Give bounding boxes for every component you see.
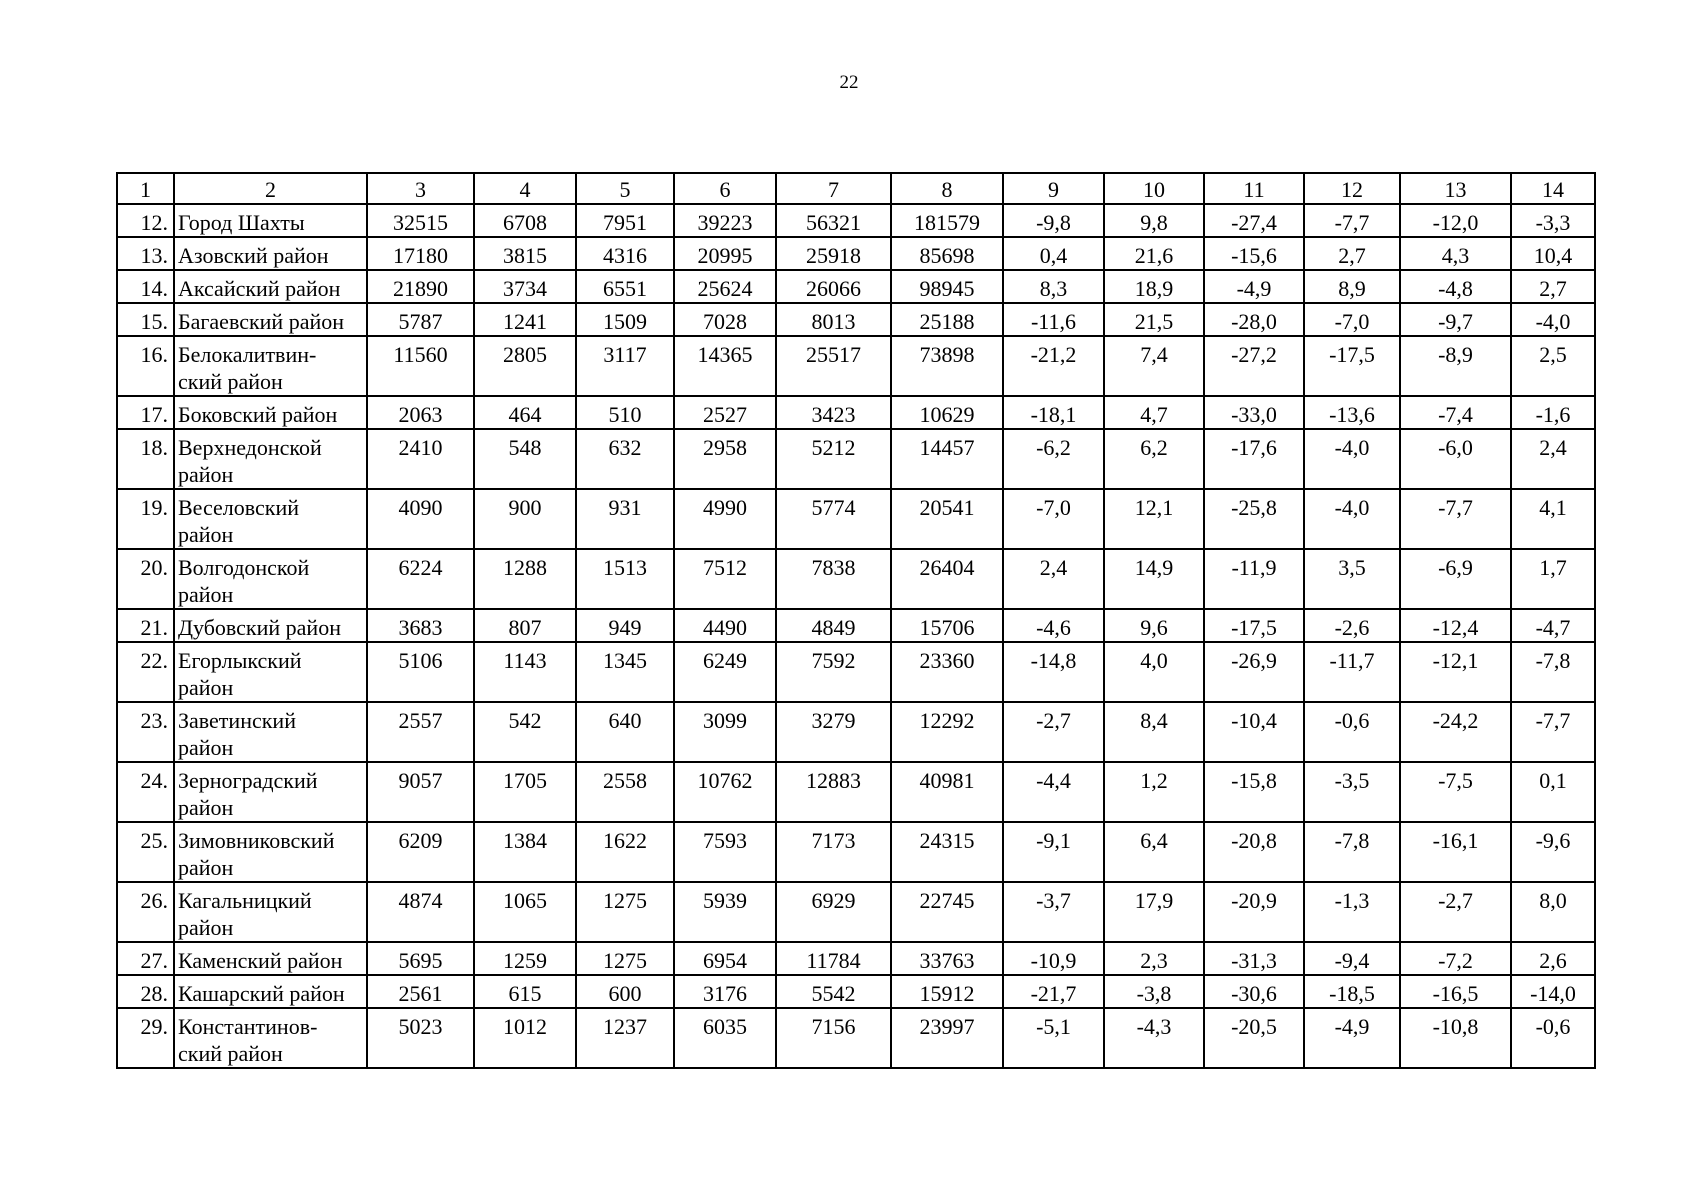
value-cell: 6929 xyxy=(776,882,891,942)
value-cell: 4849 xyxy=(776,609,891,642)
table-row xyxy=(117,489,1595,549)
column-number-header: 3 xyxy=(367,173,474,204)
district-name-cell: Кагальницкий район xyxy=(174,882,367,942)
value-cell: -16,5 xyxy=(1400,975,1511,1008)
value-cell: 6249 xyxy=(674,642,776,702)
row-number-cell: 25. xyxy=(117,822,174,882)
row-number-cell: 20. xyxy=(117,549,174,609)
value-cell: 21,5 xyxy=(1104,303,1204,336)
column-number-header: 1 xyxy=(117,173,174,204)
column-number-header: 12 xyxy=(1304,173,1400,204)
table-row xyxy=(117,642,1595,702)
value-cell: -4,7 xyxy=(1511,609,1595,642)
district-name-cell: Азовский район xyxy=(174,237,367,270)
value-cell: 21890 xyxy=(367,270,474,303)
value-cell: -3,5 xyxy=(1304,762,1400,822)
value-cell: 464 xyxy=(474,396,576,429)
row-number-cell: 18. xyxy=(117,429,174,489)
value-cell: 600 xyxy=(576,975,674,1008)
row-number-cell: 27. xyxy=(117,942,174,975)
district-name-cell: Багаевский район xyxy=(174,303,367,336)
district-name-cell: Зерноградский район xyxy=(174,762,367,822)
value-cell: 73898 xyxy=(891,336,1003,396)
value-cell: 6954 xyxy=(674,942,776,975)
value-cell: -1,3 xyxy=(1304,882,1400,942)
value-cell: 615 xyxy=(474,975,576,1008)
value-cell: 542 xyxy=(474,702,576,762)
value-cell: 7593 xyxy=(674,822,776,882)
row-number-cell: 15. xyxy=(117,303,174,336)
value-cell: 1275 xyxy=(576,942,674,975)
value-cell: 2063 xyxy=(367,396,474,429)
value-cell: -7,8 xyxy=(1304,822,1400,882)
value-cell: 4316 xyxy=(576,237,674,270)
value-cell: 12,1 xyxy=(1104,489,1204,549)
value-cell: 4990 xyxy=(674,489,776,549)
value-cell: 4090 xyxy=(367,489,474,549)
value-cell: -11,9 xyxy=(1204,549,1304,609)
value-cell: -6,0 xyxy=(1400,429,1511,489)
value-cell: -1,6 xyxy=(1511,396,1595,429)
value-cell: 1275 xyxy=(576,882,674,942)
value-cell: 3117 xyxy=(576,336,674,396)
value-cell: 17,9 xyxy=(1104,882,1204,942)
value-cell: -7,7 xyxy=(1400,489,1511,549)
value-cell: 181579 xyxy=(891,204,1003,237)
value-cell: 6551 xyxy=(576,270,674,303)
value-cell: 1065 xyxy=(474,882,576,942)
value-cell: 7838 xyxy=(776,549,891,609)
value-cell: 12883 xyxy=(776,762,891,822)
row-number-cell: 22. xyxy=(117,642,174,702)
value-cell: 3815 xyxy=(474,237,576,270)
value-cell: 24315 xyxy=(891,822,1003,882)
value-cell: -12,4 xyxy=(1400,609,1511,642)
value-cell: -21,2 xyxy=(1003,336,1104,396)
table-row xyxy=(117,1008,1595,1068)
column-number-header: 8 xyxy=(891,173,1003,204)
value-cell: -28,0 xyxy=(1204,303,1304,336)
value-cell: -25,8 xyxy=(1204,489,1304,549)
column-number-header: 6 xyxy=(674,173,776,204)
value-cell: -15,8 xyxy=(1204,762,1304,822)
value-cell: -2,7 xyxy=(1400,882,1511,942)
value-cell: 21,6 xyxy=(1104,237,1204,270)
value-cell: -12,1 xyxy=(1400,642,1511,702)
value-cell: 9,8 xyxy=(1104,204,1204,237)
value-cell: -18,1 xyxy=(1003,396,1104,429)
page-number: 22 xyxy=(839,72,859,93)
value-cell: 3279 xyxy=(776,702,891,762)
value-cell: 11784 xyxy=(776,942,891,975)
table-row xyxy=(117,549,1595,609)
value-cell: 15912 xyxy=(891,975,1003,1008)
row-number-cell: 24. xyxy=(117,762,174,822)
value-cell: 900 xyxy=(474,489,576,549)
row-number-cell: 14. xyxy=(117,270,174,303)
value-cell: 2527 xyxy=(674,396,776,429)
value-cell: 2,6 xyxy=(1511,942,1595,975)
table-row xyxy=(117,762,1595,822)
value-cell: -7,7 xyxy=(1304,204,1400,237)
district-name-cell: Дубовский район xyxy=(174,609,367,642)
table-row xyxy=(117,303,1595,336)
value-cell: 1012 xyxy=(474,1008,576,1068)
value-cell: 39223 xyxy=(674,204,776,237)
district-name-cell: Егорлыкский район xyxy=(174,642,367,702)
value-cell: -20,8 xyxy=(1204,822,1304,882)
district-name-cell: Веселовский район xyxy=(174,489,367,549)
value-cell: 20995 xyxy=(674,237,776,270)
value-cell: 2410 xyxy=(367,429,474,489)
value-cell: 1143 xyxy=(474,642,576,702)
value-cell: 10762 xyxy=(674,762,776,822)
value-cell: 23360 xyxy=(891,642,1003,702)
value-cell: 6,4 xyxy=(1104,822,1204,882)
value-cell: -4,8 xyxy=(1400,270,1511,303)
district-name-cell: Константинов- ский район xyxy=(174,1008,367,1068)
value-cell: -7,8 xyxy=(1511,642,1595,702)
value-cell: 18,9 xyxy=(1104,270,1204,303)
value-cell: 8,0 xyxy=(1511,882,1595,942)
value-cell: -26,9 xyxy=(1204,642,1304,702)
value-cell: -9,8 xyxy=(1003,204,1104,237)
value-cell: -7,7 xyxy=(1511,702,1595,762)
value-cell: -9,7 xyxy=(1400,303,1511,336)
column-number-header: 10 xyxy=(1104,173,1204,204)
row-number-cell: 23. xyxy=(117,702,174,762)
row-number-cell: 13. xyxy=(117,237,174,270)
value-cell: -10,9 xyxy=(1003,942,1104,975)
value-cell: -16,1 xyxy=(1400,822,1511,882)
value-cell: 7173 xyxy=(776,822,891,882)
value-cell: 14,9 xyxy=(1104,549,1204,609)
row-number-cell: 16. xyxy=(117,336,174,396)
value-cell: 7951 xyxy=(576,204,674,237)
value-cell: -33,0 xyxy=(1204,396,1304,429)
district-name-cell: Город Шахты xyxy=(174,204,367,237)
value-cell: 1,7 xyxy=(1511,549,1595,609)
value-cell: 1,2 xyxy=(1104,762,1204,822)
value-cell: -6,9 xyxy=(1400,549,1511,609)
value-cell: -20,5 xyxy=(1204,1008,1304,1068)
value-cell: -4,6 xyxy=(1003,609,1104,642)
table-row xyxy=(117,336,1595,396)
value-cell: 931 xyxy=(576,489,674,549)
value-cell: 22745 xyxy=(891,882,1003,942)
value-cell: -7,4 xyxy=(1400,396,1511,429)
value-cell: 2,7 xyxy=(1511,270,1595,303)
value-cell: -7,0 xyxy=(1304,303,1400,336)
value-cell: 23997 xyxy=(891,1008,1003,1068)
table-row xyxy=(117,882,1595,942)
data-table xyxy=(116,172,1596,1069)
value-cell: -27,2 xyxy=(1204,336,1304,396)
value-cell: -30,6 xyxy=(1204,975,1304,1008)
value-cell: -20,9 xyxy=(1204,882,1304,942)
value-cell: 12292 xyxy=(891,702,1003,762)
value-cell: 10,4 xyxy=(1511,237,1595,270)
value-cell: 25517 xyxy=(776,336,891,396)
value-cell: 7592 xyxy=(776,642,891,702)
district-name-cell: Зимовниковский район xyxy=(174,822,367,882)
value-cell: 3099 xyxy=(674,702,776,762)
value-cell: 85698 xyxy=(891,237,1003,270)
table-row xyxy=(117,822,1595,882)
table-row xyxy=(117,609,1595,642)
column-number-header: 5 xyxy=(576,173,674,204)
table-row xyxy=(117,975,1595,1008)
value-cell: -18,5 xyxy=(1304,975,1400,1008)
value-cell: 20541 xyxy=(891,489,1003,549)
value-cell: -7,0 xyxy=(1003,489,1104,549)
value-cell: 7156 xyxy=(776,1008,891,1068)
table-row xyxy=(117,204,1595,237)
value-cell: 3176 xyxy=(674,975,776,1008)
value-cell: -0,6 xyxy=(1304,702,1400,762)
value-cell: 807 xyxy=(474,609,576,642)
column-number-header: 13 xyxy=(1400,173,1511,204)
value-cell: 0,1 xyxy=(1511,762,1595,822)
district-name-cell: Кашарский район xyxy=(174,975,367,1008)
value-cell: -11,7 xyxy=(1304,642,1400,702)
value-cell: 25624 xyxy=(674,270,776,303)
column-number-header: 4 xyxy=(474,173,576,204)
row-number-cell: 19. xyxy=(117,489,174,549)
value-cell: 1622 xyxy=(576,822,674,882)
value-cell: 2,5 xyxy=(1511,336,1595,396)
value-cell: 6708 xyxy=(474,204,576,237)
value-cell: -3,3 xyxy=(1511,204,1595,237)
value-cell: 2557 xyxy=(367,702,474,762)
value-cell: -17,6 xyxy=(1204,429,1304,489)
value-cell: -2,6 xyxy=(1304,609,1400,642)
value-cell: -17,5 xyxy=(1204,609,1304,642)
value-cell: 1237 xyxy=(576,1008,674,1068)
table-row xyxy=(117,396,1595,429)
value-cell: 1345 xyxy=(576,642,674,702)
value-cell: -7,2 xyxy=(1400,942,1511,975)
value-cell: 2,3 xyxy=(1104,942,1204,975)
value-cell: 5023 xyxy=(367,1008,474,1068)
value-cell: -7,5 xyxy=(1400,762,1511,822)
value-cell: 4,1 xyxy=(1511,489,1595,549)
value-cell: 26404 xyxy=(891,549,1003,609)
value-cell: -4,9 xyxy=(1304,1008,1400,1068)
row-number-cell: 26. xyxy=(117,882,174,942)
value-cell: 1509 xyxy=(576,303,674,336)
value-cell: -13,6 xyxy=(1304,396,1400,429)
value-cell: 6,2 xyxy=(1104,429,1204,489)
value-cell: 2,4 xyxy=(1003,549,1104,609)
value-cell: -4,0 xyxy=(1511,303,1595,336)
value-cell: 8,4 xyxy=(1104,702,1204,762)
district-name-cell: Каменский район xyxy=(174,942,367,975)
value-cell: 510 xyxy=(576,396,674,429)
district-name-cell: Боковский район xyxy=(174,396,367,429)
value-cell: 5106 xyxy=(367,642,474,702)
value-cell: 10629 xyxy=(891,396,1003,429)
value-cell: 14365 xyxy=(674,336,776,396)
column-number-header: 14 xyxy=(1511,173,1595,204)
value-cell: -6,2 xyxy=(1003,429,1104,489)
row-number-cell: 29. xyxy=(117,1008,174,1068)
value-cell: 2805 xyxy=(474,336,576,396)
value-cell: 6035 xyxy=(674,1008,776,1068)
value-cell: 98945 xyxy=(891,270,1003,303)
value-cell: -10,8 xyxy=(1400,1008,1511,1068)
value-cell: 640 xyxy=(576,702,674,762)
value-cell: 2561 xyxy=(367,975,474,1008)
value-cell: -9,1 xyxy=(1003,822,1104,882)
value-cell: 2958 xyxy=(674,429,776,489)
row-number-cell: 21. xyxy=(117,609,174,642)
value-cell: 14457 xyxy=(891,429,1003,489)
table-row xyxy=(117,270,1595,303)
value-cell: 15706 xyxy=(891,609,1003,642)
table-header-row xyxy=(117,173,1595,204)
value-cell: 1241 xyxy=(474,303,576,336)
value-cell: 4874 xyxy=(367,882,474,942)
value-cell: -4,0 xyxy=(1304,489,1400,549)
value-cell: 3734 xyxy=(474,270,576,303)
value-cell: -3,8 xyxy=(1104,975,1204,1008)
value-cell: -0,6 xyxy=(1511,1008,1595,1068)
value-cell: 0,4 xyxy=(1003,237,1104,270)
district-name-cell: Волгодонской район xyxy=(174,549,367,609)
value-cell: -5,1 xyxy=(1003,1008,1104,1068)
value-cell: 4,0 xyxy=(1104,642,1204,702)
district-name-cell: Аксайский район xyxy=(174,270,367,303)
value-cell: 3683 xyxy=(367,609,474,642)
value-cell: -15,6 xyxy=(1204,237,1304,270)
district-name-cell: Белокалитвин- ский район xyxy=(174,336,367,396)
value-cell: -27,4 xyxy=(1204,204,1304,237)
value-cell: -4,4 xyxy=(1003,762,1104,822)
value-cell: 3423 xyxy=(776,396,891,429)
value-cell: 25188 xyxy=(891,303,1003,336)
value-cell: -11,6 xyxy=(1003,303,1104,336)
value-cell: 8013 xyxy=(776,303,891,336)
value-cell: -12,0 xyxy=(1400,204,1511,237)
value-cell: -4,9 xyxy=(1204,270,1304,303)
value-cell: 26066 xyxy=(776,270,891,303)
value-cell: -21,7 xyxy=(1003,975,1104,1008)
value-cell: -14,8 xyxy=(1003,642,1104,702)
value-cell: 2,4 xyxy=(1511,429,1595,489)
value-cell: 4,3 xyxy=(1400,237,1511,270)
row-number-cell: 28. xyxy=(117,975,174,1008)
value-cell: 8,3 xyxy=(1003,270,1104,303)
value-cell: 8,9 xyxy=(1304,270,1400,303)
value-cell: 7512 xyxy=(674,549,776,609)
value-cell: 5695 xyxy=(367,942,474,975)
value-cell: -9,6 xyxy=(1511,822,1595,882)
value-cell: 5542 xyxy=(776,975,891,1008)
column-number-header: 9 xyxy=(1003,173,1104,204)
value-cell: 56321 xyxy=(776,204,891,237)
value-cell: -31,3 xyxy=(1204,942,1304,975)
value-cell: 4,7 xyxy=(1104,396,1204,429)
value-cell: -14,0 xyxy=(1511,975,1595,1008)
value-cell: 17180 xyxy=(367,237,474,270)
value-cell: 5212 xyxy=(776,429,891,489)
table-row xyxy=(117,942,1595,975)
value-cell: -3,7 xyxy=(1003,882,1104,942)
district-name-cell: Верхнедонской район xyxy=(174,429,367,489)
value-cell: 32515 xyxy=(367,204,474,237)
value-cell: 4490 xyxy=(674,609,776,642)
value-cell: -8,9 xyxy=(1400,336,1511,396)
value-cell: 40981 xyxy=(891,762,1003,822)
column-number-header: 11 xyxy=(1204,173,1304,204)
value-cell: 25918 xyxy=(776,237,891,270)
value-cell: 1384 xyxy=(474,822,576,882)
row-number-cell: 17. xyxy=(117,396,174,429)
value-cell: 5774 xyxy=(776,489,891,549)
value-cell: -24,2 xyxy=(1400,702,1511,762)
value-cell: 7028 xyxy=(674,303,776,336)
column-number-header: 2 xyxy=(174,173,367,204)
value-cell: 6224 xyxy=(367,549,474,609)
value-cell: 1288 xyxy=(474,549,576,609)
value-cell: 5787 xyxy=(367,303,474,336)
value-cell: 1259 xyxy=(474,942,576,975)
value-cell: 632 xyxy=(576,429,674,489)
value-cell: -17,5 xyxy=(1304,336,1400,396)
value-cell: -10,4 xyxy=(1204,702,1304,762)
table-row xyxy=(117,702,1595,762)
column-number-header: 7 xyxy=(776,173,891,204)
value-cell: 949 xyxy=(576,609,674,642)
value-cell: 9057 xyxy=(367,762,474,822)
value-cell: 7,4 xyxy=(1104,336,1204,396)
value-cell: 11560 xyxy=(367,336,474,396)
value-cell: 6209 xyxy=(367,822,474,882)
district-name-cell: Заветинский район xyxy=(174,702,367,762)
table-row xyxy=(117,237,1595,270)
value-cell: 1513 xyxy=(576,549,674,609)
row-number-cell: 12. xyxy=(117,204,174,237)
value-cell: 9,6 xyxy=(1104,609,1204,642)
value-cell: -9,4 xyxy=(1304,942,1400,975)
value-cell: 33763 xyxy=(891,942,1003,975)
value-cell: 2558 xyxy=(576,762,674,822)
value-cell: 2,7 xyxy=(1304,237,1400,270)
value-cell: 3,5 xyxy=(1304,549,1400,609)
value-cell: -4,3 xyxy=(1104,1008,1204,1068)
value-cell: -4,0 xyxy=(1304,429,1400,489)
value-cell: 548 xyxy=(474,429,576,489)
value-cell: 5939 xyxy=(674,882,776,942)
table-row xyxy=(117,429,1595,489)
value-cell: -2,7 xyxy=(1003,702,1104,762)
value-cell: 1705 xyxy=(474,762,576,822)
